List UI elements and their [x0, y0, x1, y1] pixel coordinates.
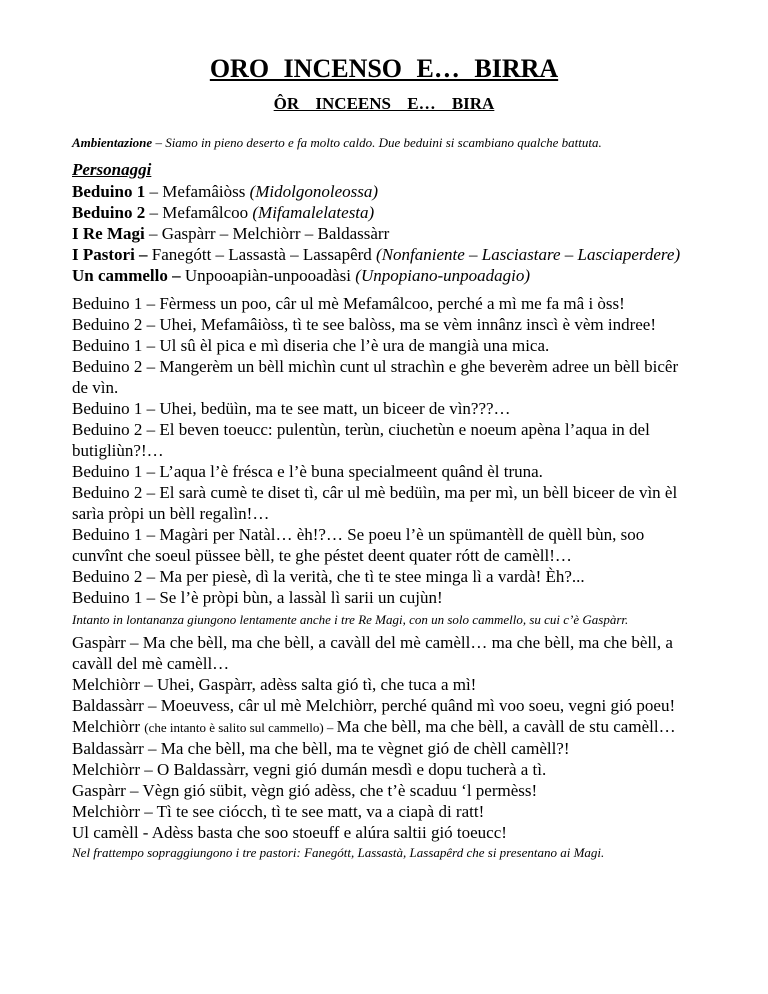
dialogue-line: Melchiòrr – O Baldassàrr, vegni gió dumán mesdì e dopu tucherà a tì. — [72, 760, 547, 779]
dialogue-line: Baldassàrr – Moeuvess, câr ul mè Melchiòrr, perché quând mì voo soeu, vegni gió poeu! — [72, 696, 676, 715]
dialogue-line: Beduino 1 – Magàri per Natàl… èh!?… Se poeu l’è un spümantèll de quèll bùn, soo cunvînt che soeul püssee bèll, te ghe péstet deent quater rótt de camèll!… — [72, 525, 645, 565]
dialogue-line: Beduino 1 – L’aqua l’è frésca e l’è buna specialmeent quând èl truna. — [72, 462, 543, 481]
cast-alias: (Unpopiano-unpoadagio) — [355, 266, 530, 285]
cast-name: Fanegótt – Lassastà – Lassapêrd — [147, 245, 377, 264]
cast-name: – Mefamâiòss — [145, 182, 250, 201]
cast-name: – Gaspàrr – Melchiòrr – Baldassàrr — [144, 224, 390, 243]
page-title: ORO INCENSO E… BIRRA — [209, 54, 559, 83]
cast-list — [72, 181, 696, 286]
line-text: Ma che bèll, ma che bèll, a cavàll de stu camèll… — [336, 717, 676, 736]
cast-role: I Re Magi — [72, 224, 145, 243]
cast-role: I Pastori – — [72, 245, 148, 264]
cast-title: Personaggi — [72, 160, 152, 179]
stage-aside: (che intanto è salito sul cammello) – — [144, 720, 337, 735]
cast-role: Beduino 1 — [72, 182, 146, 201]
cast-alias: (Midolgonoleossa) — [249, 182, 379, 201]
dialogue-line: Ul camèll - Adèss basta che soo stoeuff e alúra saltii gió toeucc! — [72, 823, 507, 842]
dialogue-section-1 — [72, 293, 696, 608]
cast-role: Un cammello – — [72, 266, 181, 285]
dialogue-line: Melchiòrr – Tì te see ciócch, tì te see matt, va a ciapà di ratt! — [72, 802, 485, 821]
dialogue-line: Beduino 2 – Mangerèm un bèll michìn cunt ul strachìn e ghe beverèm adree un bèll bicêr de vìn. — [72, 357, 679, 397]
document-page — [72, 52, 696, 861]
ambient-label: Ambientazione — [72, 135, 153, 150]
stage-direction: Intanto in lontananza giungono lentamente anche i tre Re Magi, con un solo cammello, su cui c’è Gaspàrr. — [72, 612, 629, 627]
dialogue-line — [72, 716, 696, 738]
dialogue-line: Beduino 2 – Ma per piesè, dì la verità, che tì te stee minga lì a vardà! Èh?... — [72, 567, 585, 586]
cast-item — [72, 202, 696, 223]
dialogue-line: Gaspàrr – Ma che bèll, ma che bèll, a cavàll del mè camèll… ma che bèll, ma che bèll, a cavàll del mè camèll… — [72, 633, 673, 673]
cast-name: Unpooapiàn-unpooadàsi — [180, 266, 356, 285]
cast-alias: (Nonfaniente – Lasciastare – Lasciaperdere) — [376, 245, 681, 264]
dialogue-line: Melchiòrr – Uhei, Gaspàrr, adèss salta gió tì, che tuca a mì! — [72, 675, 477, 694]
dialogue-line: Beduino 1 – Ul sû èl pica e mì diseria che l’è ura de mangià una mica. — [72, 336, 550, 355]
dialogue-line: Beduino 1 – Se l’è pròpi bùn, a lassàl lì sarii un cujùn! — [72, 588, 443, 607]
cast-item — [72, 223, 696, 244]
speaker: Melchiòrr — [72, 717, 145, 736]
dialogue-line: Beduino 2 – Uhei, Mefamâiòss, tì te see balòss, ma se vèm innânz inscì è vèm indree! — [72, 315, 656, 334]
cast-item — [72, 244, 696, 265]
dialogue-line: Beduino 2 – El sarà cumè te diset tì, câr ul mè bedüìn, ma per mì, un bèll biceer de vìn èl sarìa pròpi un bèll regalìn!… — [72, 483, 678, 523]
dialogue-line: Gaspàrr – Vègn gió sübit, vègn gió adèss, che t’è scaduu ‘l permèss! — [72, 781, 538, 800]
cast-role: Beduino 2 — [72, 203, 146, 222]
page-subtitle: ÔR INCEENS E… BIRA — [273, 94, 495, 113]
dialogue-line: Beduino 2 – El beven toeucc: pulentùn, terùn, ciuchetùn e noeum apèna l’aqua in del butigliùn?!… — [72, 420, 650, 460]
dialogue-line: Beduino 1 – Fèrmess un poo, câr ul mè Mefamâlcoo, perché a mì me fa mâ i òss! — [72, 294, 625, 313]
cast-item — [72, 181, 696, 202]
ambient-text: – Siamo in pieno deserto e fa molto caldo. Due beduini si scambiano qualche battuta. — [152, 135, 602, 150]
cast-item — [72, 265, 696, 286]
cast-alias: (Mifamalelatesta) — [252, 203, 375, 222]
dialogue-line: Beduino 1 – Uhei, bedüìn, ma te see matt, un biceer de vìn???… — [72, 399, 511, 418]
dialogue-line: Baldassàrr – Ma che bèll, ma che bèll, ma te vègnet gió de chèll camèll?! — [72, 739, 570, 758]
stage-direction: Nel frattempo sopraggiungono i tre pastori: Fanegótt, Lassastà, Lassapêrd che si presentano ai Magi. — [72, 845, 605, 860]
cast-name: – Mefamâlcoo — [145, 203, 253, 222]
dialogue-section-2 — [72, 632, 696, 843]
ambient-note — [72, 135, 696, 151]
